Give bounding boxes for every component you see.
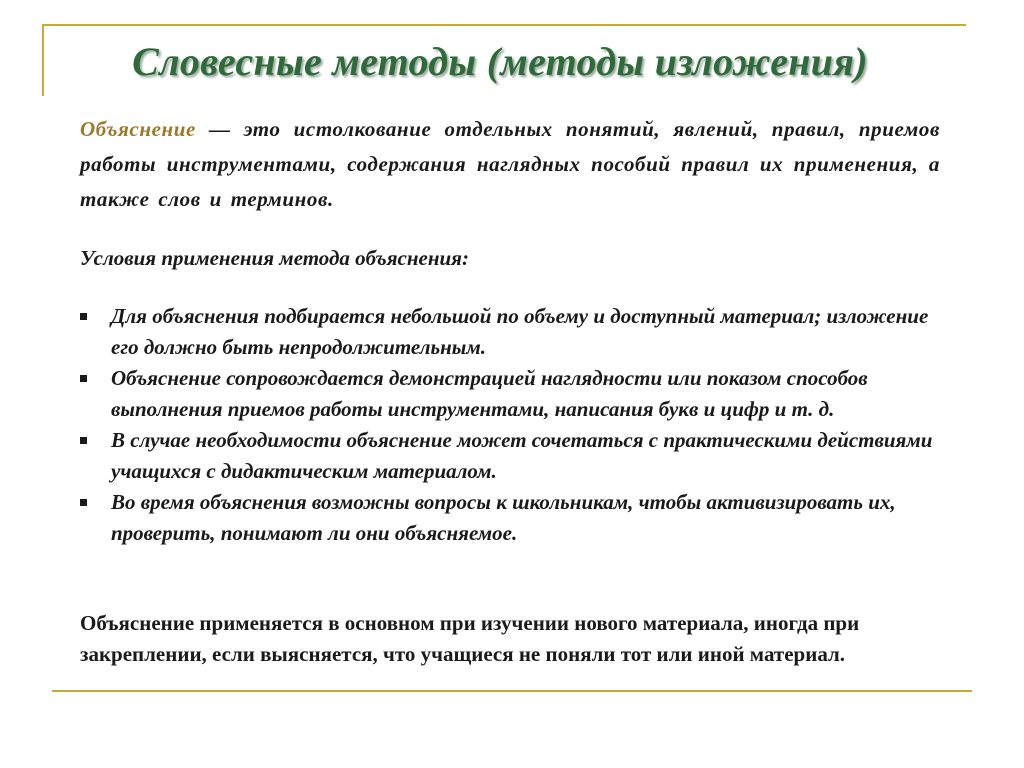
list-item-text: Объяснение сопровождается демонстрацией наглядности или показом способов выполнения приемов работы инструментами, написания букв и цифр и т. д. (111, 366, 868, 421)
conclusion-paragraph: Объяснение применяется в основном при изучении нового материала, иногда при закреплении, если выясняется, что учащиеся не поняли тот или иной материал. (80, 611, 860, 666)
square-bullet-icon (80, 499, 87, 506)
list-item (80, 301, 940, 363)
bullet-list (80, 301, 940, 549)
slide-content (80, 112, 940, 549)
intro-term: Объяснение (80, 117, 196, 141)
square-bullet-icon (80, 375, 87, 382)
list-item (80, 425, 940, 487)
square-bullet-icon (80, 437, 87, 444)
list-item-text: Для объяснения подбирается небольшой по объему и доступный материал; изложение его должно быть непродолжительным. (111, 304, 929, 359)
intro-text: — это истолкование отдельных понятий, явлений, правил, приемов работы инструментами, содержания наглядных пособий правил их применения, а также слов и терминов. (80, 117, 940, 211)
list-item-text: Во время объяснения возможны вопросы к школьникам, чтобы активизировать их, проверить, понимают ли они объясняемое. (111, 490, 896, 545)
slide-title: Словесные методы (методы изложения) (132, 39, 868, 84)
conditions-heading: Условия применения метода объяснения: (80, 246, 469, 270)
list-item-text: В случае необходимости объяснение может сочетаться с практическими действиями учащихся с дидактическим материалом. (111, 428, 933, 483)
bottom-frame-line (52, 690, 972, 692)
square-bullet-icon (80, 313, 87, 320)
list-item (80, 363, 940, 425)
list-item (80, 487, 940, 549)
top-frame-line (42, 24, 966, 26)
intro-paragraph (80, 112, 940, 217)
